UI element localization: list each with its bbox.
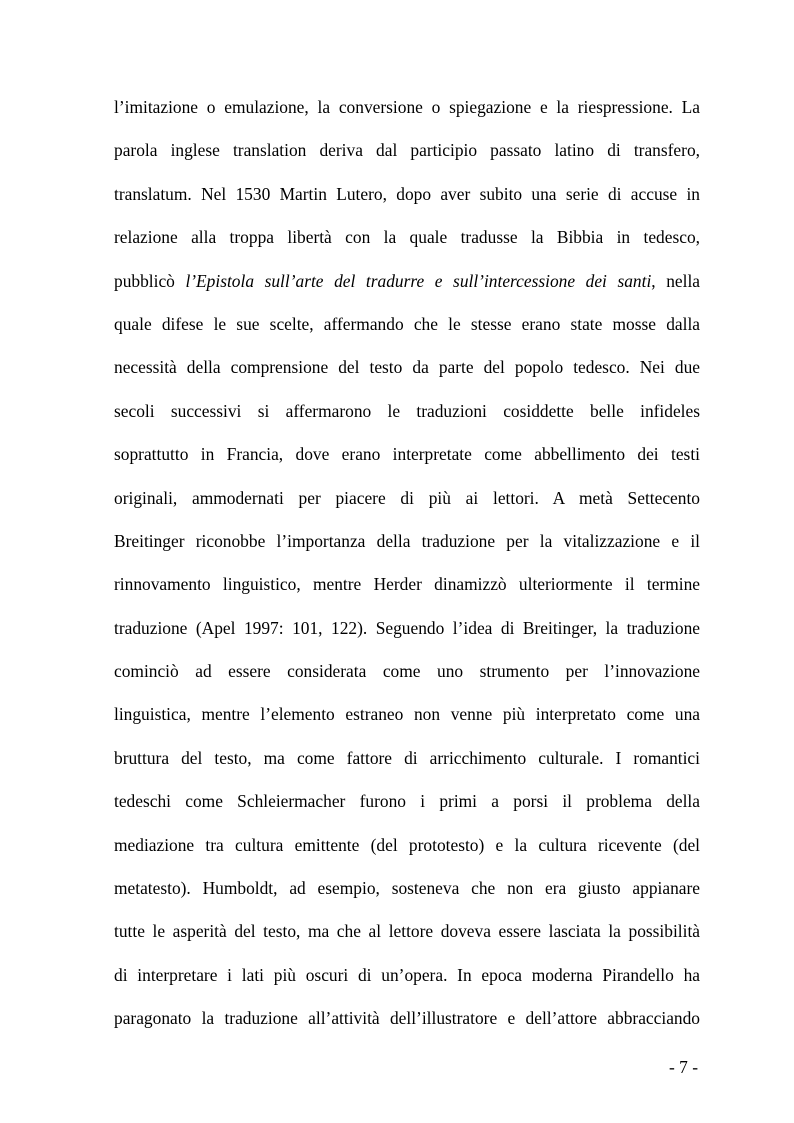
text-line: parola inglese translation deriva dal participio passato latino di transfero,	[114, 140, 700, 161]
text-line: cominciò ad essere considerata come uno strumento per l’innovazione	[114, 661, 700, 682]
text-fragment: , nella	[651, 270, 700, 291]
text-line: quale difese le sue scelte, affermando che le stesse erano state mosse dalla	[114, 313, 700, 334]
text-line: originali, ammodernati per piacere di più ai lettori. A metà Settecento	[114, 487, 700, 508]
text-line: di interpretare i lati più oscuri di un’opera. In epoca moderna Pirandello ha	[114, 964, 700, 985]
text-line: tedeschi come Schleiermacher furono i primi a porsi il problema della	[114, 791, 700, 812]
text-line: translatum. Nel 1530 Martin Lutero, dopo aver subito una serie di accuse in	[114, 183, 700, 204]
text-line: paragonato la traduzione all’attività dell’illustratore e dell’attore abbracciando	[114, 1008, 700, 1029]
text-line: linguistica, mentre l’elemento estraneo non venne più interpretato come una	[114, 704, 700, 725]
text-line: secoli successivi si affermarono le traduzioni cosiddette belle infideles	[114, 400, 700, 421]
text-fragment: pubblicò	[114, 270, 186, 291]
text-line: l’imitazione o emulazione, la conversione o spiegazione e la riespressione. La	[114, 97, 700, 117]
text-line: relazione alla troppa libertà con la quale tradusse la Bibbia in tedesco,	[114, 227, 700, 248]
text-line: necessità della comprensione del testo da parte del popolo tedesco. Nei due	[114, 357, 700, 378]
text-line: tutte le asperità del testo, ma che al lettore doveva essere lasciata la possibilità	[114, 921, 700, 942]
text-line: soprattutto in Francia, dove erano interpretate come abbellimento dei testi	[114, 444, 700, 465]
text-line: metatesto). Humboldt, ad esempio, sosteneva che non era giusto appianare	[114, 878, 700, 899]
text-line: traduzione (Apel 1997: 101, 122). Seguendo l’idea di Breitinger, la traduzione	[114, 617, 700, 638]
work-title: l’Epistola sull’arte del tradurre e sull’intercessione dei santi	[185, 270, 652, 291]
text-line: rinnovamento linguistico, mentre Herder dinamizzò ulteriormente il termine	[114, 574, 700, 595]
body-paragraph	[114, 86, 700, 1041]
text-line: bruttura del testo, ma come fattore di arricchimento culturale. I romantici	[114, 747, 700, 768]
text-line-with-title	[114, 260, 700, 303]
page-number: - 7 -	[669, 1057, 698, 1077]
text-line: mediazione tra cultura emittente (del prototesto) e la cultura ricevente (del	[114, 834, 700, 855]
text-line: Breitinger riconobbe l’importanza della traduzione per la vitalizzazione e il	[114, 530, 700, 551]
